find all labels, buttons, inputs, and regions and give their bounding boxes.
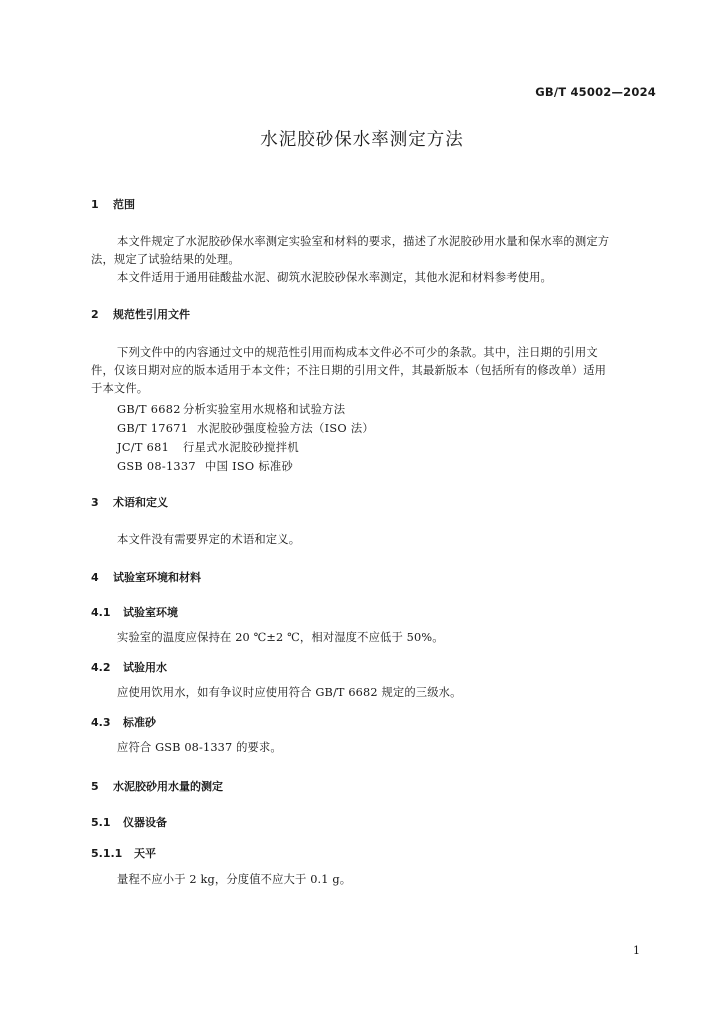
balance-text: 量程不应小于 2 kg，分度值不应大于 0.1 g。 xyxy=(117,873,352,886)
reference-item xyxy=(117,401,345,417)
reference-name: 分析实验室用水规格和试验方法 xyxy=(183,403,346,416)
section-number: 4 xyxy=(91,571,99,584)
references-paragraph-line: 于本文件。 xyxy=(91,382,149,395)
subsection-number: 5.1 xyxy=(91,816,111,829)
section-number: 5 xyxy=(91,780,99,793)
reference-name: 中国 ISO 标准砂 xyxy=(205,460,294,473)
subsection-number: 4.3 xyxy=(91,716,111,729)
section-title: 范围 xyxy=(113,198,135,211)
reference-code: JC/T 681 xyxy=(117,441,170,454)
references-paragraph-line: 件，仅该日期对应的版本适用于本文件；不注日期的引用文件，其最新版本（包括所有的修改单）适用 xyxy=(91,364,607,377)
section-2-heading xyxy=(91,306,190,322)
scope-paragraph: 本文件适用于通用硅酸盐水泥、砌筑水泥胶砂保水率测定，其他水泥和材料参考使用。 xyxy=(117,271,552,284)
subsection-5-1-heading xyxy=(91,814,167,830)
section-5-heading xyxy=(91,778,223,794)
section-1-heading xyxy=(91,196,135,212)
subsection-number: 4.2 xyxy=(91,661,111,674)
section-title: 试验室环境和材料 xyxy=(113,571,201,584)
test-water-text: 应使用饮用水，如有争议时应使用符合 GB/T 6682 规定的三级水。 xyxy=(117,686,462,699)
subsection-title: 试验室环境 xyxy=(123,606,178,619)
subsection-title: 试验用水 xyxy=(123,661,167,674)
subsection-title: 仪器设备 xyxy=(123,816,167,829)
section-title: 水泥胶砂用水量的测定 xyxy=(113,780,223,793)
subsection-5-1-1-heading xyxy=(91,845,156,861)
subsection-title: 标准砂 xyxy=(123,716,156,729)
reference-code: GB/T 6682 xyxy=(117,403,181,416)
section-title: 术语和定义 xyxy=(113,496,168,509)
subsection-4-3-heading xyxy=(91,714,156,730)
terms-paragraph: 本文件没有需要界定的术语和定义。 xyxy=(117,533,301,546)
reference-item xyxy=(117,420,374,436)
standard-sand-text: 应符合 GSB 08-1337 的要求。 xyxy=(117,741,282,754)
section-4-heading xyxy=(91,569,201,585)
standard-code: GB/T 45002—2024 xyxy=(535,85,656,99)
reference-code: GSB 08-1337 xyxy=(117,460,196,473)
scope-paragraph-line: 本文件规定了水泥胶砂保水率测定实验室和材料的要求，描述了水泥胶砂用水量和保水率的测定方 xyxy=(117,235,610,248)
reference-name: 行星式水泥胶砂搅拌机 xyxy=(183,441,299,454)
reference-code: GB/T 17671 xyxy=(117,422,189,435)
reference-name: 水泥胶砂强度检验方法（ISO 法） xyxy=(197,422,375,435)
lab-environment-text: 实验室的温度应保持在 20 ℃±2 ℃，相对湿度不应低于 50%。 xyxy=(117,631,444,644)
section-number: 3 xyxy=(91,496,99,509)
reference-item xyxy=(117,458,293,474)
subsection-number: 5.1.1 xyxy=(91,847,123,860)
reference-item xyxy=(117,439,299,455)
references-paragraph-line: 下列文件中的内容通过文中的规范性引用而构成本文件必不可少的条款。其中，注日期的引用文 xyxy=(117,346,598,359)
subsection-4-2-heading xyxy=(91,659,167,675)
subsection-number: 4.1 xyxy=(91,606,111,619)
page-number: 1 xyxy=(633,944,640,957)
section-3-heading xyxy=(91,494,168,510)
section-number: 2 xyxy=(91,308,99,321)
scope-paragraph-line: 法，规定了试验结果的处理。 xyxy=(91,253,240,266)
subsection-4-1-heading xyxy=(91,604,178,620)
section-number: 1 xyxy=(91,198,99,211)
document-title: 水泥胶砂保水率测定方法 xyxy=(260,130,464,150)
section-title: 规范性引用文件 xyxy=(113,308,190,321)
subsection-title: 天平 xyxy=(134,847,156,860)
